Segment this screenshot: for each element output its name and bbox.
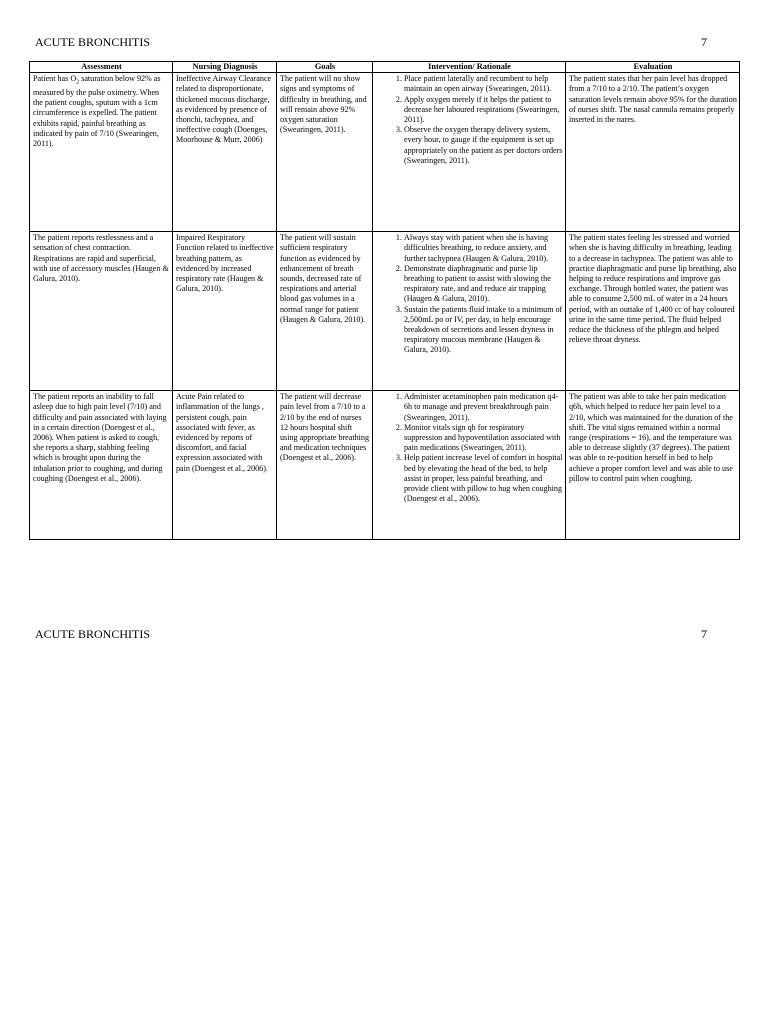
diagnosis-cell: Acute Pain related to inflammation of the lungs , persistent cough, pain associated with fever, as evidenced by reports of discomfort, and facial expression associated with pain (Doengest et al., 2006). (173, 391, 277, 540)
nursing-care-plan-table (29, 61, 740, 540)
column-header-intervention: Intervention/ Rationale (373, 62, 566, 73)
column-header-evaluation: Evaluation (566, 62, 740, 73)
intervention-list (376, 392, 563, 504)
diagnosis-cell: Ineffective Airway Clearance related to disproportionate, thickened mucous discharge, as evidenced by presence of rhonchi, tachypnea, and ineffective cough (Doenges, Moorhouse & Murr, 2006) (173, 73, 277, 232)
column-header-goals: Goals (277, 62, 373, 73)
intervention-item: 1. Place patient laterally and recumbent to help maintain an open airway (Swearingen, 2011). (404, 74, 563, 94)
diagnosis-cell: Impaired Respiratory Function related to ineffective breathing pattern, as evidenced by increased respiratory rate (Haugen & Galura, 2010). (173, 232, 277, 391)
intervention-item: 2. Apply oxygen merely if it helps the patient to decrease her laboured respirations (Swearingen, 2011). (404, 95, 563, 126)
evaluation-cell: The patient states feeling les stressed and worried when she is having difficulty in breathing, leading to a decrease in tachypnea. The patient was able to practice diaphragmatic and purse lip breathing, also helping to reduce respirations and improve gas exchange. Through bottled water, the patient was able to consume 2,500 mL of water in a 24 hours period, with an outtake of 1,400 cc of hay coloured urine in the same time period. The fluid helped reduce the thickness of the phlegm and helped relieve throat dryness. (566, 232, 740, 391)
goals-cell: The patient will sustain sufficient respiratory function as evidenced by enhancement of breath sounds, decreased rate of respirations and arterial blood gas volumes in a normal range for patient (Haugen & Galura, 2010). (277, 232, 373, 391)
page-number: 7 (701, 35, 707, 49)
running-head-title: ACUTE BRONCHITIS (35, 35, 151, 49)
table-row (30, 391, 740, 540)
intervention-item: 3. Observe the oxygen therapy delivery system, every hour, to gauge if the equipment is set up appropriately on the patient as per doctors orders (Swearingen, 2011). (404, 125, 563, 166)
table-row (30, 232, 740, 391)
running-head-title: ACUTE BRONCHITIS (35, 627, 151, 641)
intervention-list (376, 74, 563, 166)
column-header-assessment: Assessment (30, 62, 173, 73)
intervention-item: 3. Help patient increase level of comfort in hospital bed by elevating the head of the bed, to help assist in proper, less painful breathing, and provide client with pillow to hug when coughing (Doengest et al., 2006). (404, 453, 563, 504)
page-header (35, 35, 707, 50)
evaluation-cell: The patient states that her pain level has dropped from a 7/10 to a 2/10. The patient’s oxygen saturation levels remain above 95% for the duration of nurses shift. The nasal cannula remains properly inserted in the nares. (566, 73, 740, 232)
page-header (35, 627, 707, 642)
intervention-item: 2. Demonstrate diaphragmatic and purse lip breathing to patient to assist with slowing the respiratory rate, and and reduce air trapping (Haugen & Galura, 2010). (404, 264, 563, 305)
subscript: 2 (76, 79, 80, 86)
intervention-item: 1. Administer acetaminophen pain medication q4-6h to manage and prevent breakthrough pain (Swearingen, 2011). (404, 392, 563, 423)
intervention-item: 1. Always stay with patient when she is having difficulties breathing, to reduce anxiety, and further tachypnea (Haugen & Galura, 2010). (404, 233, 563, 264)
evaluation-cell: The patient was able to take her pain medication q6h, which helped to reduce her pain level to a 2/10, which was maintained for the duration of the shift. The vital signs remained within a normal range (respirations = 16), and the temperature was able to decrease slightly (37 degrees). The patient was able to re-position herself in bed to help achieve a proper comfort level and was able to use pillow to control pain when coughing. (566, 391, 740, 540)
assessment-text: Patient has O (33, 74, 77, 84)
assessment-text: saturation below 92% as measured by the pulse oximetry. When the patient coughs, sputum with a 1cm circumference is expelled. The patient exhibits rapid, painful breathing as indicated by pain of 7/10 (Swearingen, 2011). (33, 74, 161, 149)
intervention-item: 2. Monitor vitals sign qh for respiratory suppression and hypoventilation associated with pain medications (Swearingen, 2011). (404, 423, 563, 454)
intervention-list (376, 233, 563, 355)
intervention-item: 3. Sustain the patients fluid intake to a minimum of 2,500mL po or IV, per day, to help encourage breakdown of secretions and lessen dryness in respiratory mucous membrane (Haugen & Galura, 2010). (404, 305, 563, 356)
column-header-diagnosis: Nursing Diagnosis (173, 62, 277, 73)
assessment-cell: The patient reports an inability to fall asleep due to high pain level (7/10) and difficulty and pain associated with laying in a certain direction (Doengest et al., 2006). When patient is asked to cough, she reports a sharp, stabbing feeling which is brought upon during the inhalation prior to coughing, and during coughing (Doengest et al., 2006). (30, 391, 173, 540)
table-header-row (30, 62, 740, 73)
page-number: 7 (701, 627, 707, 641)
intervention-cell (373, 391, 566, 540)
table-row (30, 73, 740, 232)
goals-cell: The patient will no show signs and symptoms of difficulty in breathing, and will remain above 92% oxygen saturation (Swearingen, 2011). (277, 73, 373, 232)
goals-cell: The patient will decrease pain level from a 7/10 to a 2/10 by the end of nurses 12 hours hospital shift using appropriate breathing and medication techniques (Doengest et al., 2006). (277, 391, 373, 540)
intervention-cell (373, 232, 566, 391)
intervention-cell (373, 73, 566, 232)
assessment-cell: The patient reports restlessness and a sensation of chest contraction. Respirations are rapid and superficial, with use of accessory muscles (Haugen & Galura, 2010). (30, 232, 173, 391)
assessment-cell (30, 73, 173, 232)
